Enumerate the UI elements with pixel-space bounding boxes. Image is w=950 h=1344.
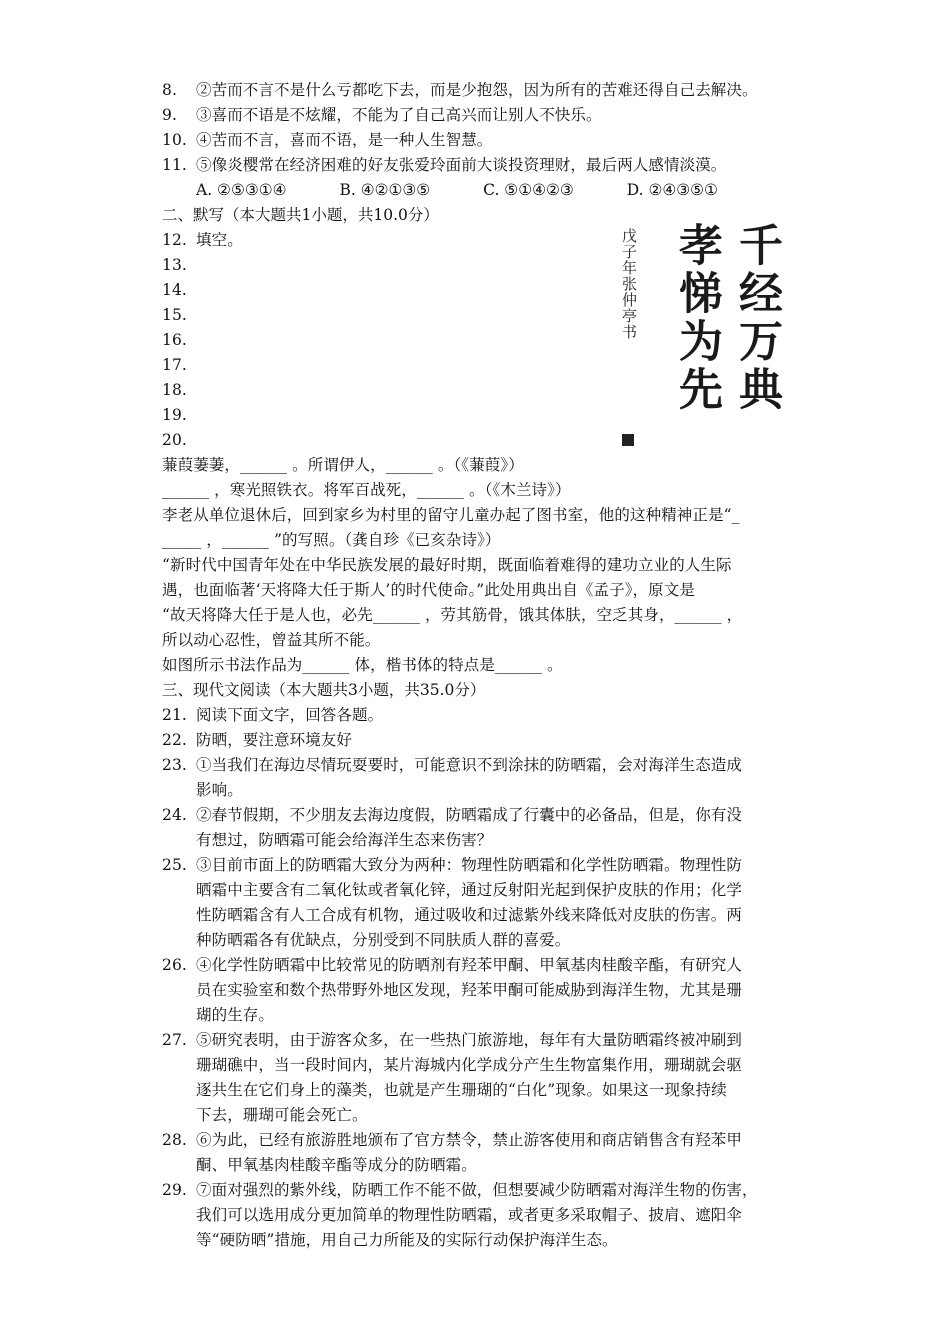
paragraph-line: 酮、甲氧基肉桂酸辛酯等成分的防晒霜。 xyxy=(196,1156,477,1174)
passage-title: 防晒，要注意环境友好 xyxy=(196,731,353,749)
paragraph-line: ⑤研究表明，由于游客众多，在一些热门旅游地，每年有大量防晒霜终被冲刷到 xyxy=(196,1031,743,1049)
calligraphy-column-1: 千经万典 xyxy=(731,222,782,414)
paragraph-line: 影响。 xyxy=(196,781,243,799)
question-number: 14. xyxy=(162,281,187,299)
question-number: 8. xyxy=(162,81,177,99)
question-number: 27. xyxy=(162,1031,187,1049)
question-number: 11. xyxy=(162,156,187,174)
option-d[interactable]: D. ②④③⑤① xyxy=(626,181,718,199)
paragraph-line: 等“硬防晒”措施，用自己力所能及的实际行动保护海洋生态。 xyxy=(196,1231,618,1249)
question-text: ③喜而不语是不炫耀，不能为了自己高兴而让别人不快乐。 xyxy=(196,106,602,124)
paragraph-line: 种防晒霜各有优缺点，分别受到不同肤质人群的喜爱。 xyxy=(196,931,571,949)
paragraph-line: ④化学性防晒霜中比较常见的防晒剂有羟苯甲酮、甲氧基肉桂酸辛酯，有研究人 xyxy=(196,956,743,974)
paragraph-line: 瑚的生存。 xyxy=(196,1006,275,1024)
fill-line: _____ ，______ ”的写照。（龚自珍《已亥杂诗》） xyxy=(162,531,501,549)
question-number: 13. xyxy=(162,256,187,274)
calligraphy-artwork xyxy=(612,222,788,454)
paragraph-line: ③目前市面上的防晒霜大致分为两种：物理性防晒霜和化学性防晒霜。物理性防 xyxy=(196,856,743,874)
paragraph-line: 珊瑚礁中，当一段时间内，某片海城内化学成分产生生物富集作用，珊瑚就会驱 xyxy=(196,1056,743,1074)
paragraph-line: ⑥为此，已经有旅游胜地颁布了官方禁令，禁止游客使用和商店销售含有羟苯甲 xyxy=(196,1131,743,1149)
question-number: 15. xyxy=(162,306,187,324)
paragraph-line: 性防晒霜含有人工合成有机物，通过吸收和过滤紫外线来降低对皮肤的伤害。两 xyxy=(196,906,743,924)
question-number: 25. xyxy=(162,856,187,874)
question-number: 29. xyxy=(162,1181,187,1199)
paragraph-line: ⑦面对强烈的紫外线，防晒工作不能不做，但想要减少防晒霜对海洋生物的伤害， xyxy=(196,1181,758,1199)
question-number: 16. xyxy=(162,331,187,349)
paragraph-line: ①当我们在海边尽情玩耍要时，可能意识不到涂抹的防晒霜，会对海洋生态造成 xyxy=(196,756,743,774)
fill-line: “新时代中国青年处在中华民族发展的最好时期，既面临着难得的建功立业的人生际 xyxy=(162,556,732,574)
question-text: ④苦而不言，喜而不语，是一种人生智慧。 xyxy=(196,131,493,149)
question-number: 19. xyxy=(162,406,187,424)
fill-line: 如图所示书法作品为______ 体，楷书体的特点是______ 。 xyxy=(162,656,563,674)
option-a[interactable]: A. ②⑤③①④ xyxy=(196,181,287,199)
fill-line: ______ ，寒光照铁衣。将军百战死，______ 。（《木兰诗》） xyxy=(162,481,571,499)
question-number: 21. xyxy=(162,706,187,724)
paragraph-line: ②春节假期，不少朋友去海边度假，防晒霜成了行囊中的必备品，但是，你有没 xyxy=(196,806,743,824)
question-number: 26. xyxy=(162,956,187,974)
fill-line: 遇，也面临著‘天将降大任于斯人’的时代使命。”此处用典出自《孟子》，原文是 xyxy=(162,581,695,599)
question-number: 12. xyxy=(162,231,187,249)
fill-line: 李老从单位退休后，回到家乡为村里的留守儿童办起了图书室，他的这种精神正是“_ xyxy=(162,506,740,524)
section-3-title: 三、现代文阅读（本大题共3小题，共35.0分） xyxy=(162,681,486,699)
question-number: 23. xyxy=(162,756,187,774)
option-b[interactable]: B. ④②①③⑤ xyxy=(339,181,431,199)
question-number: 28. xyxy=(162,1131,187,1149)
paragraph-line: 下去，珊瑚可能会死亡。 xyxy=(196,1106,368,1124)
fill-line: 蒹葭萋萋，______ 。所谓伊人，______ 。（《蒹葭》） xyxy=(162,456,524,474)
paragraph-line: 晒霜中主要含有二氧化钛或者氧化锌，通过反射阳光起到保护皮肤的作用；化学 xyxy=(196,881,743,899)
question-number: 20. xyxy=(162,431,187,449)
paragraph-line: 我们可以选用成分更加简单的物理性防晒霜，或者更多采取帽子、披肩、遮阳伞 xyxy=(196,1206,743,1224)
question-number: 18. xyxy=(162,381,187,399)
question-number: 24. xyxy=(162,806,187,824)
question-number: 9. xyxy=(162,106,177,124)
paragraph-line: 有想过，防晒霜可能会给海洋生态来伤害？ xyxy=(196,831,493,849)
option-c[interactable]: C. ⑤①④②③ xyxy=(483,181,574,199)
paragraph-line: 员在实验室和数个热带野外地区发现，羟苯甲酮可能威胁到海洋生物，尤其是珊 xyxy=(196,981,743,999)
question-number: 22. xyxy=(162,731,187,749)
fill-line: 所以动心忍性，曾益其所不能。 xyxy=(162,631,381,649)
question-number: 17. xyxy=(162,356,187,374)
seal-stamp-icon xyxy=(622,434,634,446)
question-number: 10. xyxy=(162,131,187,149)
question-text: ⑤像炎樱常在经济困难的好友张爱玲面前大谈投资理财，最后两人感情淡漠。 xyxy=(196,156,727,174)
answer-options xyxy=(196,178,766,203)
question-text: 阅读下面文字，回答各题。 xyxy=(196,706,384,724)
calligraphy-column-2: 孝悌为先 xyxy=(671,222,722,414)
section-2-title: 二、默写（本大题共1小题，共10.0分） xyxy=(162,206,439,224)
fill-line: “故天将降大任于是人也，必先______ ，劳其筋骨，饿其体肤，空乏其身，______ ， xyxy=(162,606,743,624)
calligraphy-signature: 戊子年张仲亭书 xyxy=(620,228,638,340)
paragraph-line: 逐共生在它们身上的藻类，也就是产生珊瑚的“白化”现象。如果这一现象持续 xyxy=(196,1081,727,1099)
question-text: 填空。 xyxy=(196,231,243,249)
question-text: ②苦而不言不是什么亏都吃下去，而是少抱怨，因为所有的苦难还得自己去解决。 xyxy=(196,81,758,99)
